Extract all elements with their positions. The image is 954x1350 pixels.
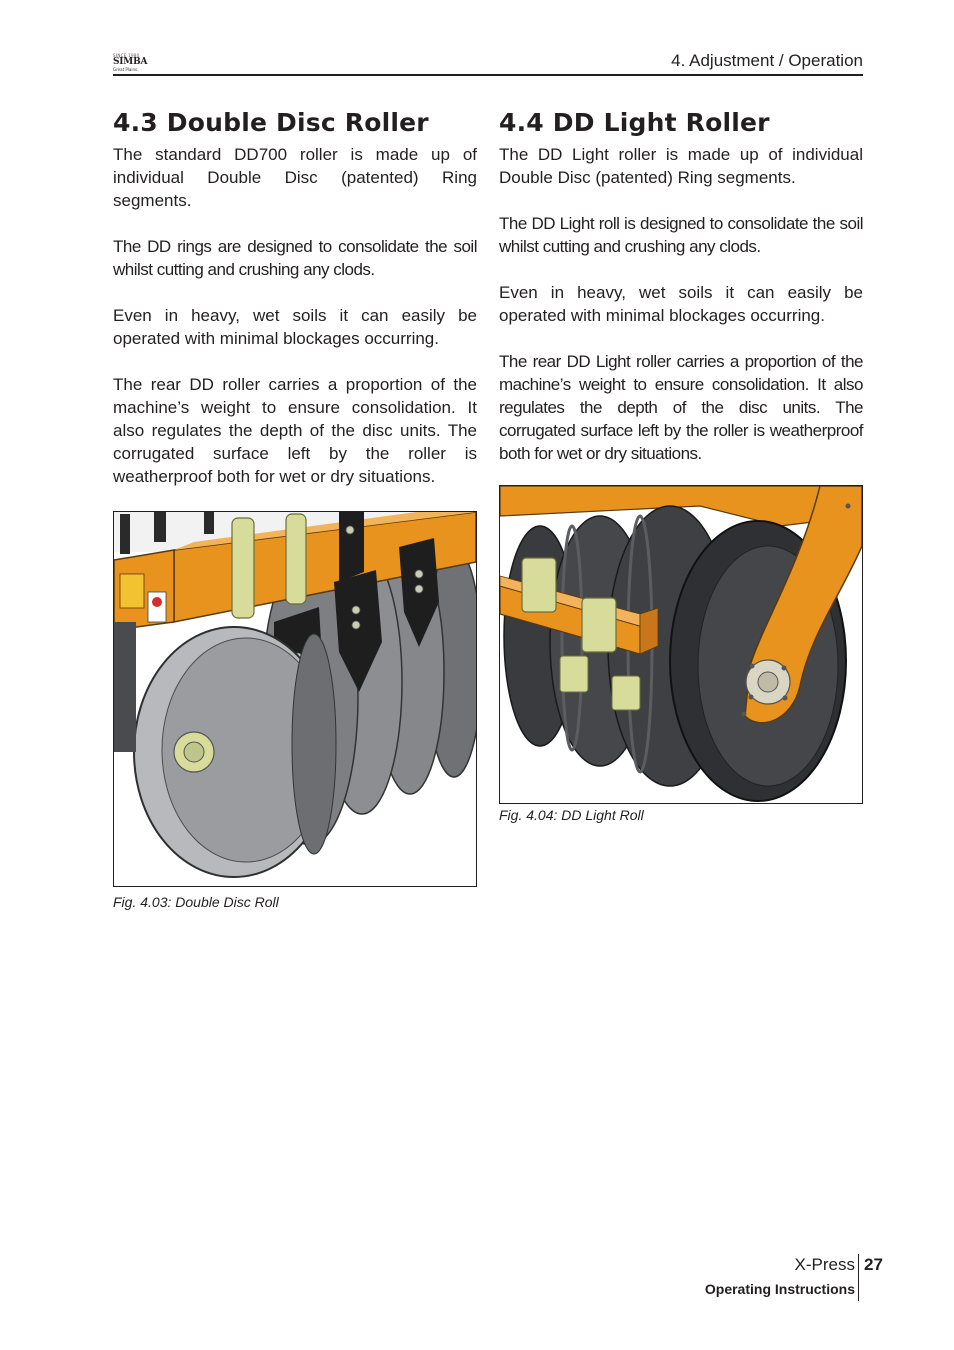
paragraph: The rear DD roller carries a proportion of the machine’s weight to ensure consolidation. It also regulates the depth of the disc units. The corrugated surface left by the roller is weatherproof both for wet or dry situations. xyxy=(113,375,477,486)
simba-logo xyxy=(113,54,149,72)
paragraph: Even in heavy, wet soils it can easily be operated with minimal blockages occurring. xyxy=(113,306,477,348)
section-double-disc-roller xyxy=(113,107,477,511)
paragraph: The DD rings are designed to consolidate the soil whilst cutting and crushing any clods. xyxy=(113,237,477,279)
footer-rule xyxy=(858,1254,859,1301)
header-rule xyxy=(113,74,863,76)
logo-wordmark: SIMBA xyxy=(113,57,148,67)
double-disc-roll-illustration xyxy=(114,512,476,886)
paragraph: Even in heavy, wet soils it can easily be operated with minimal blockages occurring. xyxy=(499,283,863,325)
dd-light-roll-illustration xyxy=(500,486,862,803)
paragraph: The DD Light roll is designed to consolidate the soil whilst cutting and crushing any clods. xyxy=(499,214,863,256)
logo-top-line: SINCE 1980 xyxy=(113,53,140,58)
section-heading: 4.3 Double Disc Roller xyxy=(113,108,429,137)
footer-title: X-Press xyxy=(794,1255,855,1274)
paragraph: The DD Light roller is made up of individual Double Disc (patented) Ring segments. xyxy=(499,145,863,187)
figure-double-disc-roll xyxy=(113,511,477,887)
section-header: 4. Adjustment / Operation xyxy=(671,51,863,70)
logo-subline: Great Plains xyxy=(113,67,138,72)
section-heading: 4.4 DD Light Roller xyxy=(499,108,770,137)
figure-caption: Fig. 4.03: Double Disc Roll xyxy=(113,894,279,910)
page-number: 27 xyxy=(864,1255,883,1274)
section-dd-light-roller xyxy=(499,107,863,488)
figure-caption: Fig. 4.04: DD Light Roll xyxy=(499,807,644,823)
footer-subtitle: Operating Instructions xyxy=(704,1281,855,1297)
paragraph: The rear DD Light roller carries a proportion of the machine’s weight to ensure consolidation. It also regulates the depth of the disc units. The corrugated surface left by the roller is weatherproof both for wet or dry situations. xyxy=(499,352,863,463)
paragraph: The standard DD700 roller is made up of individual Double Disc (patented) Ring segments. xyxy=(113,145,477,210)
figure-dd-light-roll xyxy=(499,485,863,804)
